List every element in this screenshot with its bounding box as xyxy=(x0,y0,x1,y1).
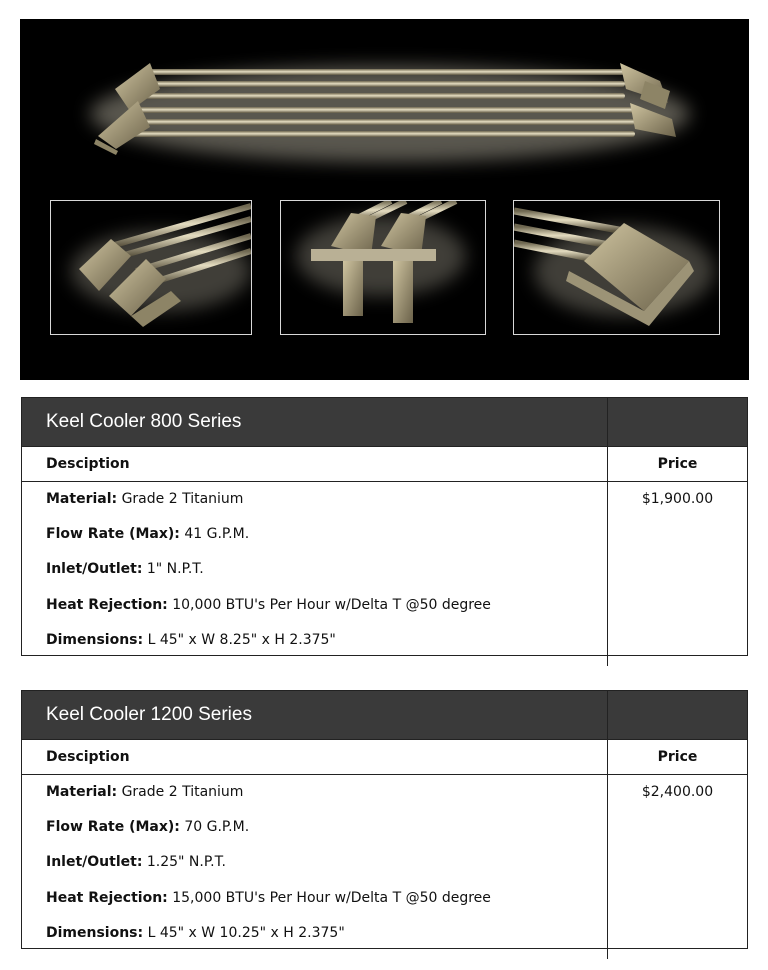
spec-dimensions: Dimensions: L 45" x W 10.25" x H 2.375" xyxy=(46,924,345,941)
spec-list xyxy=(22,482,608,666)
end-cap-photo xyxy=(51,201,251,334)
spec-flow-rate: Flow Rate (Max): 41 G.P.M. xyxy=(46,526,250,543)
spec-inlet-outlet: Inlet/Outlet: 1" N.P.T. xyxy=(46,561,204,578)
product-title: Keel Cooler 1200 Series xyxy=(22,691,608,739)
mounting-plate-photo xyxy=(514,201,719,334)
column-headers xyxy=(22,740,747,775)
column-headers xyxy=(22,447,747,482)
thumbnail-mounting-plate[interactable] xyxy=(513,200,720,335)
inlet-outlet-photo xyxy=(281,201,485,334)
spec-inlet-outlet: Inlet/Outlet: 1.25" N.P.T. xyxy=(46,854,226,871)
thumbnail-inlet-outlet[interactable] xyxy=(280,200,486,335)
spec-heat-rejection: Heat Rejection: 10,000 BTU's Per Hour w/Delta T @50 degree xyxy=(46,596,491,613)
spec-material: Material: Grade 2 Titanium xyxy=(46,491,244,507)
table-header xyxy=(22,691,747,740)
spec-material: Material: Grade 2 Titanium xyxy=(46,784,244,800)
spec-dimensions: Dimensions: L 45" x W 8.25" x H 2.375" xyxy=(46,631,336,648)
spec-flow-rate: Flow Rate (Max): 70 G.P.M. xyxy=(46,819,250,836)
price-column-header: Price xyxy=(657,456,698,472)
table-header xyxy=(22,398,747,447)
spec-row xyxy=(22,482,747,666)
description-column-header: Desciption xyxy=(22,447,608,481)
thumbnail-end-cap[interactable] xyxy=(50,200,252,335)
spec-row xyxy=(22,775,747,959)
price-value: $2,400.00 xyxy=(641,784,714,800)
spec-list xyxy=(22,775,608,959)
product-title: Keel Cooler 800 Series xyxy=(22,398,608,446)
product-table-1200 xyxy=(21,690,748,949)
product-table-800 xyxy=(21,397,748,656)
spec-heat-rejection: Heat Rejection: 15,000 BTU's Per Hour w/Delta T @50 degree xyxy=(46,889,491,906)
price-value: $1,900.00 xyxy=(641,491,714,507)
description-column-header: Desciption xyxy=(22,740,608,774)
product-photo-panel xyxy=(20,19,749,380)
price-column-header: Price xyxy=(657,749,698,765)
